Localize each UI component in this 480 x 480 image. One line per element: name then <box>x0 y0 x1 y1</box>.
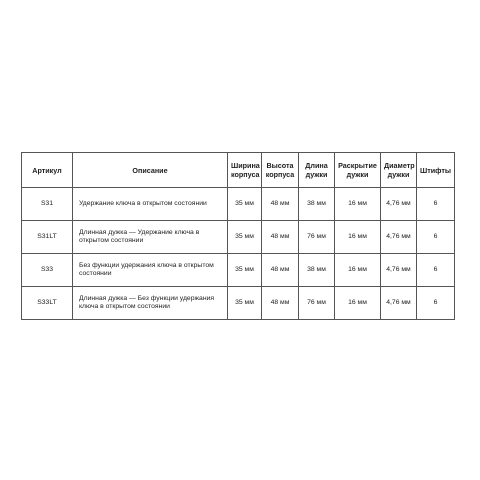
cell-description: Длинная дужка — Удержание ключа в открытом состоянии <box>73 221 228 254</box>
cell-shackle-opening: 16 мм <box>335 287 381 320</box>
cell-shackle-diameter: 4,76 мм <box>381 188 417 221</box>
header-shackle-length: Длина дужки <box>299 153 335 188</box>
table-row <box>22 221 455 254</box>
spec-table <box>21 152 455 320</box>
cell-shackle-length: 76 мм <box>299 287 335 320</box>
header-shackle-diameter: Диаметр дужки <box>381 153 417 188</box>
cell-description: Удержание ключа в открытом состоянии <box>73 188 228 221</box>
cell-body-width: 35 мм <box>228 287 262 320</box>
cell-shackle-length: 76 мм <box>299 221 335 254</box>
header-shackle-opening: Раскрытие дужки <box>335 153 381 188</box>
cell-body-width: 35 мм <box>228 254 262 287</box>
cell-shackle-diameter: 4,76 мм <box>381 254 417 287</box>
cell-shackle-diameter: 4,76 мм <box>381 221 417 254</box>
header-description: Описание <box>73 153 228 188</box>
cell-shackle-length: 38 мм <box>299 254 335 287</box>
cell-pins: 6 <box>417 254 455 287</box>
cell-description: Без функции удержания ключа в открытом состоянии <box>73 254 228 287</box>
cell-body-height: 48 мм <box>262 221 299 254</box>
cell-body-height: 48 мм <box>262 188 299 221</box>
table-header-row <box>22 153 455 188</box>
cell-shackle-opening: 16 мм <box>335 254 381 287</box>
table-row <box>22 287 455 320</box>
header-sku: Артикул <box>22 153 73 188</box>
header-body-width: Ширина корпуса <box>228 153 262 188</box>
cell-body-height: 48 мм <box>262 287 299 320</box>
table-row <box>22 188 455 221</box>
cell-sku: S33 <box>22 254 73 287</box>
cell-body-height: 48 мм <box>262 254 299 287</box>
table-row <box>22 254 455 287</box>
cell-sku: S31LT <box>22 221 73 254</box>
cell-description: Длинная дужка — Без функции удержания ключа в открытом состоянии <box>73 287 228 320</box>
cell-shackle-opening: 16 мм <box>335 188 381 221</box>
header-pins: Штифты <box>417 153 455 188</box>
header-body-height: Высота корпуса <box>262 153 299 188</box>
cell-sku: S33LT <box>22 287 73 320</box>
cell-pins: 6 <box>417 188 455 221</box>
cell-shackle-opening: 16 мм <box>335 221 381 254</box>
cell-pins: 6 <box>417 221 455 254</box>
cell-pins: 6 <box>417 287 455 320</box>
cell-shackle-diameter: 4,76 мм <box>381 287 417 320</box>
cell-shackle-length: 38 мм <box>299 188 335 221</box>
cell-body-width: 35 мм <box>228 188 262 221</box>
cell-body-width: 35 мм <box>228 221 262 254</box>
cell-sku: S31 <box>22 188 73 221</box>
